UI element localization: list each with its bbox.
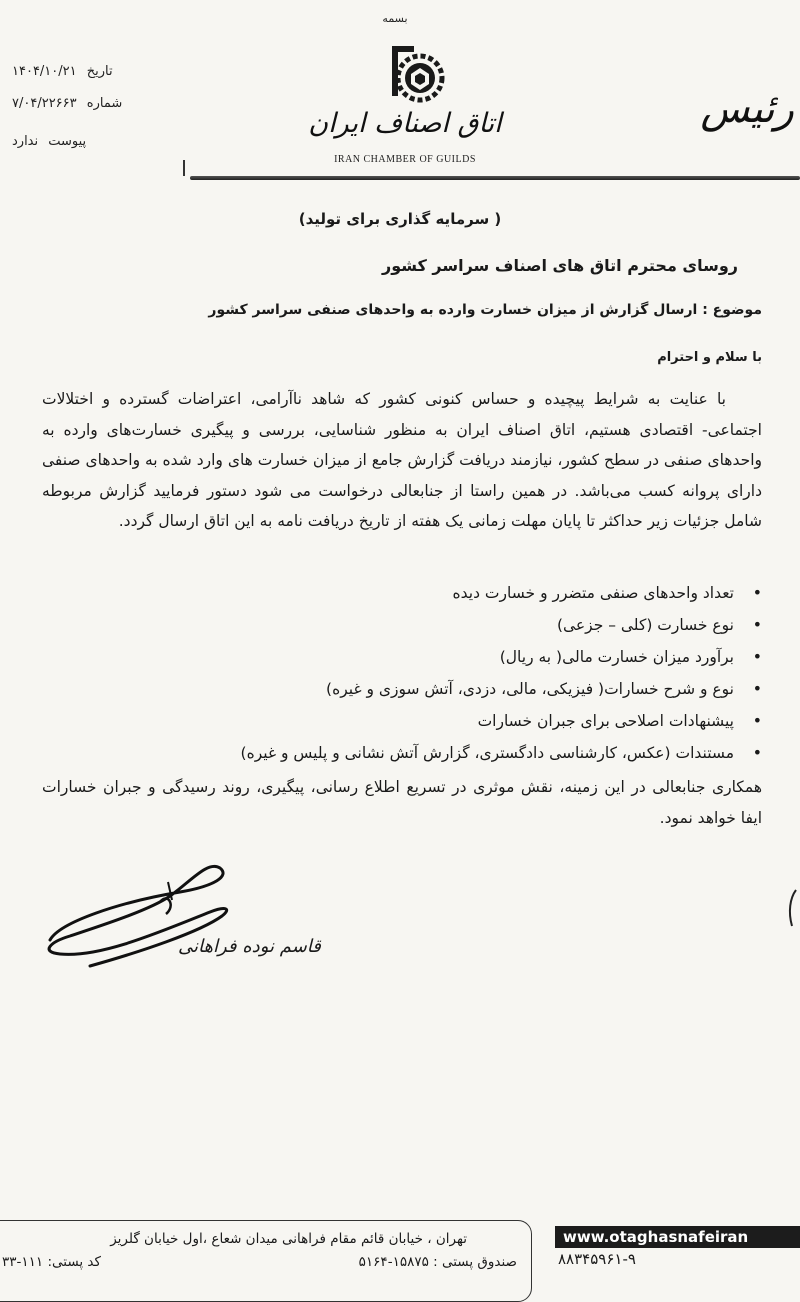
list-item: • تعداد واحدهای صنفی متضرر و خسارت دیده [34,578,734,610]
footer-postal-code: کد پستی: ۱۱۱-۳۳ [2,1254,101,1270]
letter-number [12,96,122,111]
footer-address: تهران ، خیابان قائم مقام فراهانی میدان شعاع ،اول خیابان گلریز [110,1231,467,1247]
margin-scribble-icon [784,888,800,928]
org-name-fa: اتاق اصناف ایران [308,108,502,139]
number-value: ۷/۰۴/۲۲۶۶۳ [12,96,77,111]
list-item: • پیشنهادات اصلاحی برای جبران خسارات [34,706,734,738]
list-item: • نوع و شرح خسارات( فیزیکی، مالی، دزدی، آتش سوزی و غیره) [34,674,734,706]
org-name-en: IRAN CHAMBER OF GUILDS [334,154,476,165]
recipient: روسای محترم اتاق های اصناف سراسر کشور [382,256,738,275]
signatory-name: قاسم نوده فراهانی [178,936,321,957]
footer-website: www.otaghasnafeiran [555,1226,800,1248]
requirements-list [34,578,762,770]
attachment-label: پیوست [48,134,87,149]
list-item: • نوع خسارت (کلی – جزعی) [34,610,734,642]
basmala-text: بسمه [382,12,408,25]
header-divider [190,176,800,180]
greeting: با سلام و احترام [657,350,762,365]
slogan: ( سرمایه گذاری برای تولید) [298,210,502,228]
date-label: تاریخ [86,64,113,79]
list-item: • برآورد میزان خسارت مالی( به ریال) [34,642,734,674]
footer-phone: ۸۸۳۴۵۹۶۱-۹ [558,1250,636,1268]
body-paragraph-2: همکاری جنابعالی در این زمینه، نقش موثری در تسریع اطلاع رسانی، پیگیری، روند رسیدگی و جبران خسارات ایفا خواهد نمود. [42,778,762,827]
letter-attachment [12,134,86,149]
body-paragraph-1: با عنایت به شرایط پیچیده و حساس کنونی کشور که شاهد ناآرامی، اعتراضات گسترده و اختلالات اجتماعی- اقتصادی هستیم، اتاق اصناف ایران به منظور شناسایی، بررسی و پیگیری خسارت‌های وارده به واحدهای صنفی در سطح کشور، نیازمند دریافت گزارش جامع از میزان خسارت های وارد شده به واحدهای صنفی دارای پروانه کسب می‌باشد. در همین راستا از جنابعالی درخواست می شود دستور فرمایید گزارش مربوطه شامل جزئیات زیر حداکثر تا پایان مهلت زمانی یک هفته از تاریخ دریافت نامه به این اتاق ارسال گردد. [42,390,762,530]
attachment-value: ندارد [12,134,39,149]
footer-po-box: صندوق پستی : ۱۵۸۷۵-۵۱۶۴ [358,1254,517,1270]
guilds-logo-icon [374,44,454,108]
list-item: • مستندات (عکس، کارشناسی دادگستری، گزارش آتش نشانی و پلیس و غیره) [34,738,734,770]
rule-tick [183,160,185,176]
subject-line: موضوع : ارسال گزارش از میزان خسارت وارده به واحدهای صنفی سراسر کشور [208,302,762,318]
letter-date [12,64,113,79]
date-value: ۱۴۰۴/۱۰/۲۱ [12,64,77,79]
number-label: شماره [86,96,123,111]
margin-note: رئیس [700,86,794,132]
